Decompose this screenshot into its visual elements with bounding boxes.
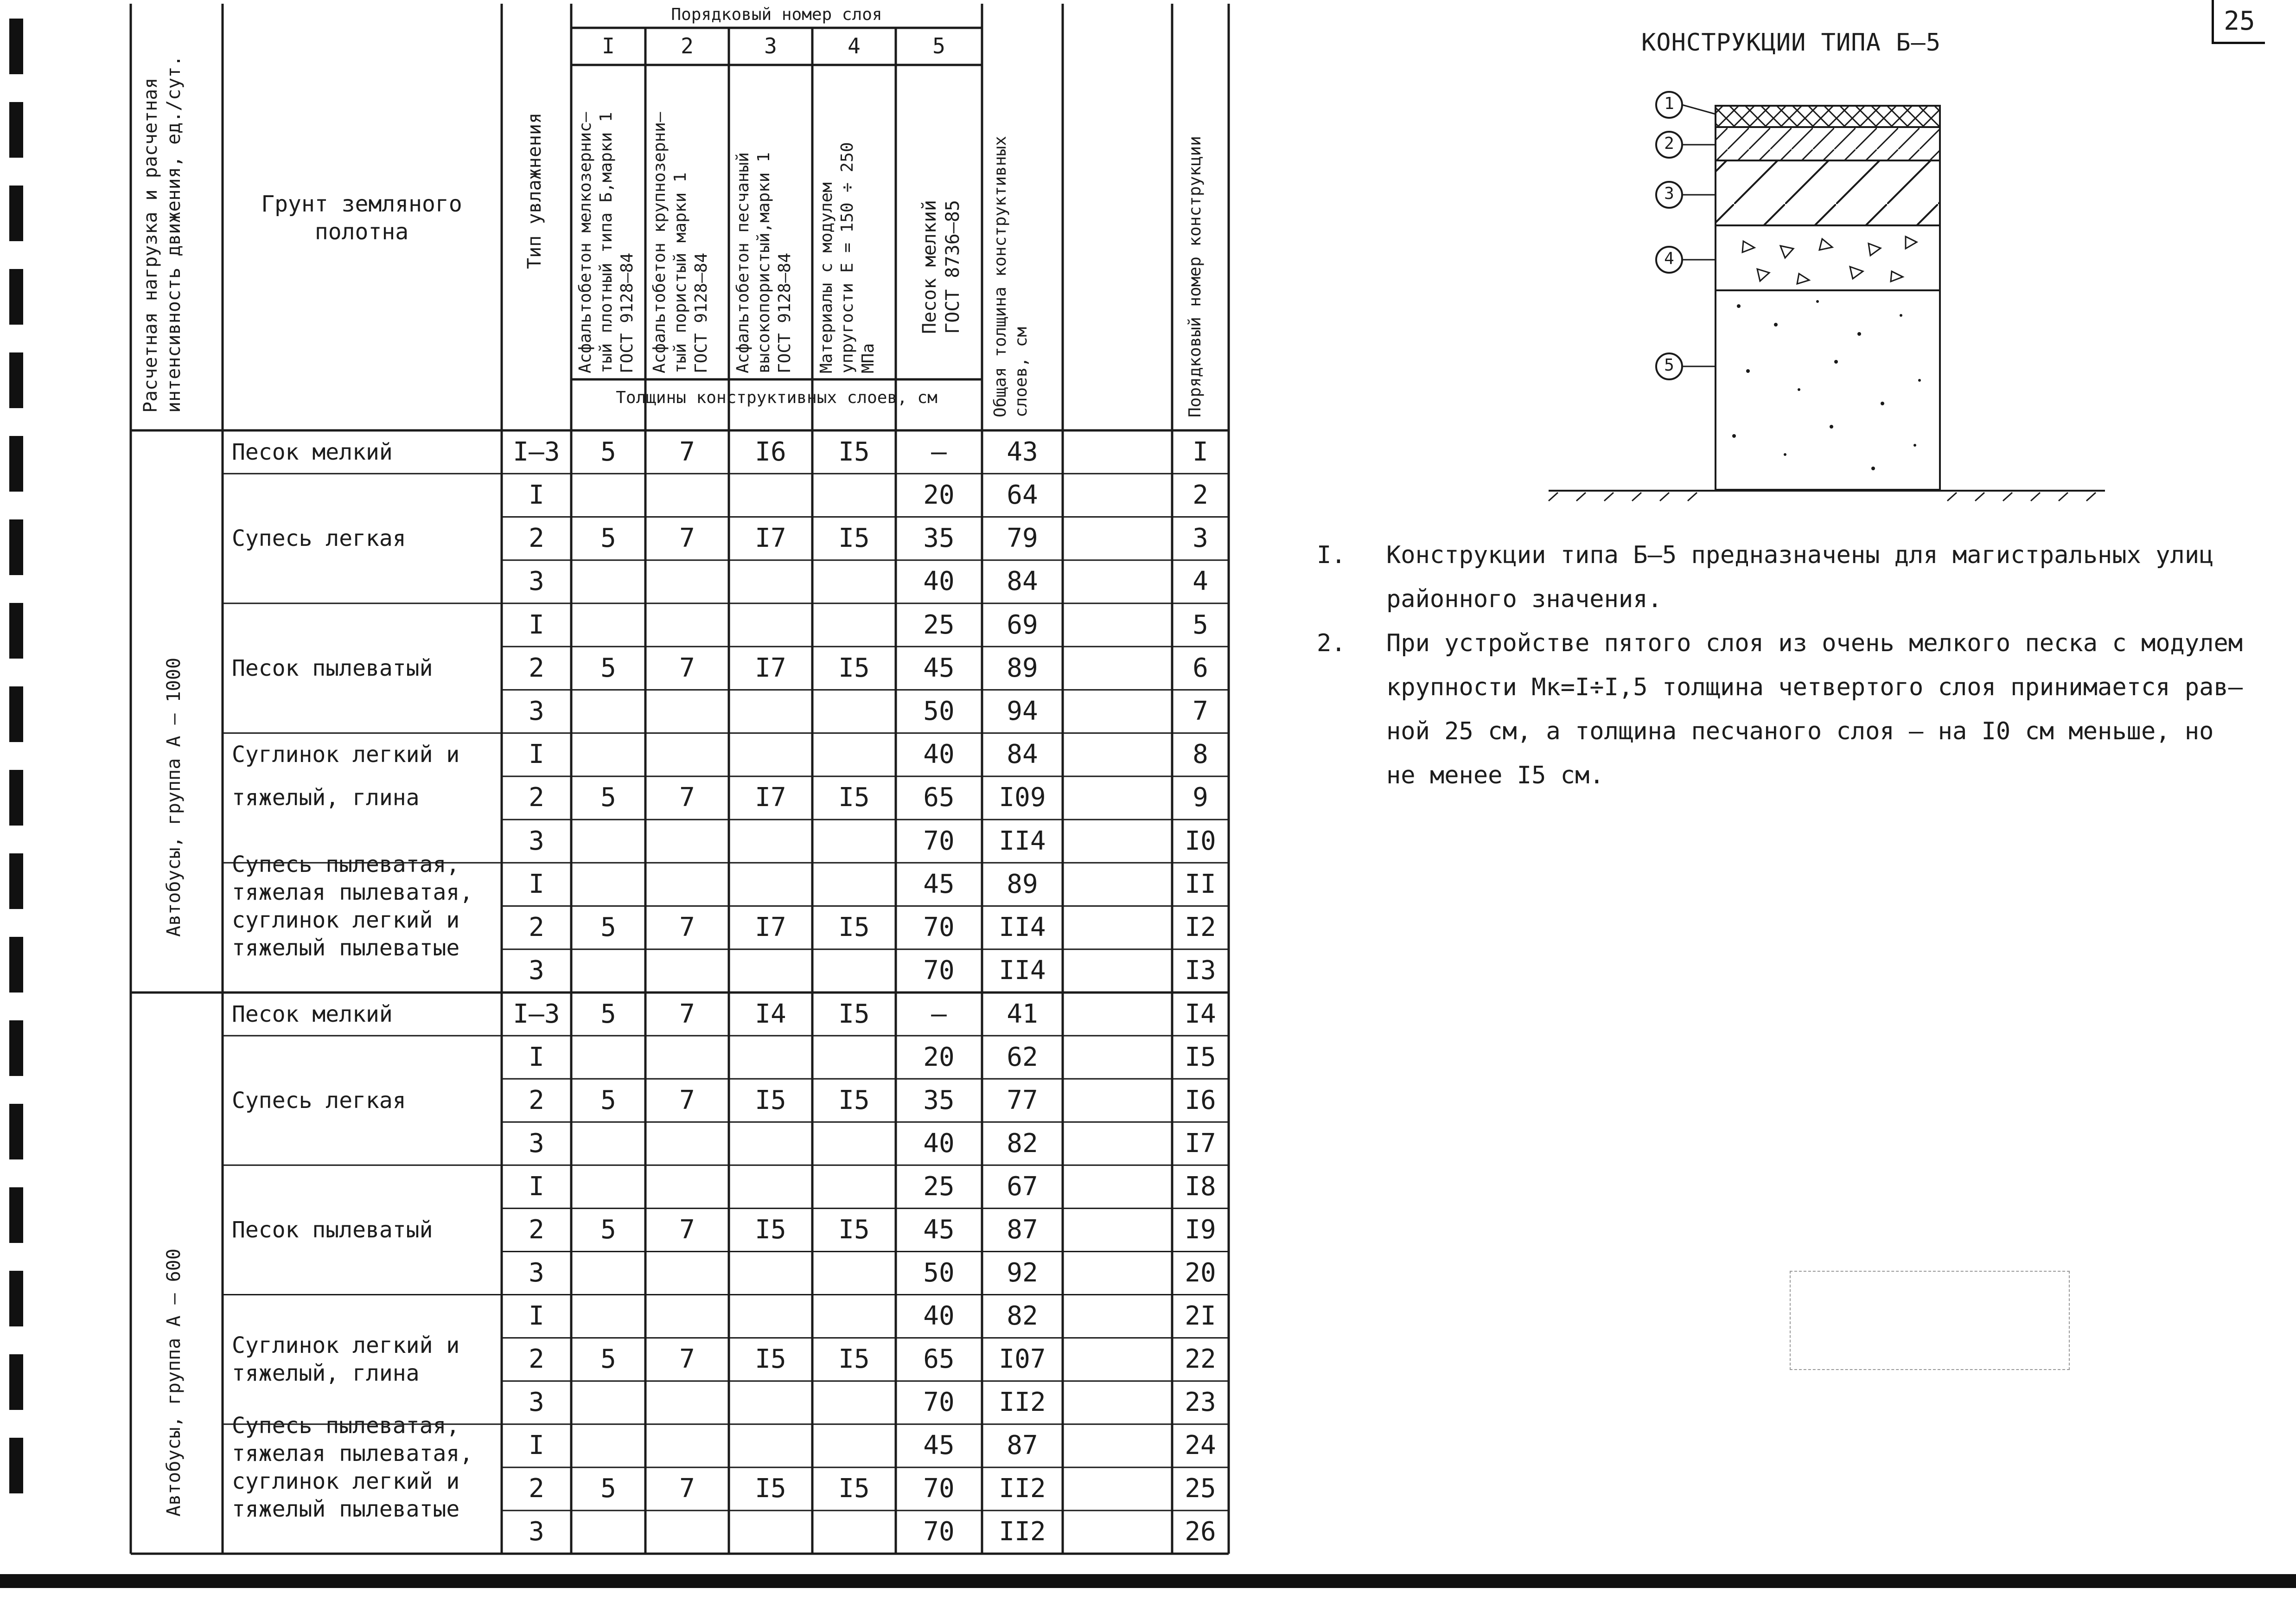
layer2-cell: 7 (679, 1085, 695, 1115)
moisture-cell: I–3 (513, 999, 560, 1029)
total-cell: II4 (999, 826, 1046, 856)
total-cell: 64 (1007, 480, 1038, 510)
construction-no-cell: 7 (1193, 696, 1208, 726)
layer-num-2: 2 (681, 33, 694, 58)
layer4-cell: I5 (838, 436, 870, 467)
layer-num-4: 4 (848, 33, 861, 58)
layer5-cell: 20 (923, 1042, 955, 1072)
group-label-600: Автобусы, группа А – 600 (163, 1249, 185, 1517)
construction-no-cell: 2I (1185, 1301, 1216, 1332)
layer2-cell: 7 (679, 912, 695, 943)
layer5-cell: 45 (923, 653, 955, 683)
header-soil: Грунт земляного полотна (261, 191, 462, 245)
header-layer2: Асфальтобетон крупнозерни– тый пористый марки 1 ГОСТ 9128–84 (650, 112, 711, 373)
total-cell: 84 (1007, 566, 1038, 597)
moisture-cell: 3 (529, 1517, 544, 1547)
construction-no-cell: 24 (1185, 1430, 1216, 1461)
moisture-cell: 2 (529, 1473, 544, 1504)
layer5-cell: – (931, 436, 947, 467)
layer4-cell: I5 (838, 523, 870, 554)
layer5-cell: 20 (923, 480, 955, 510)
layer3-cell: I7 (755, 523, 786, 554)
layer4-cell: I5 (838, 653, 870, 683)
moisture-cell: 3 (529, 696, 544, 726)
diagram-marker-1: 1 (1664, 94, 1674, 113)
layer3-cell: I5 (755, 1344, 786, 1375)
soil-cell: Супесь легкая (232, 1087, 406, 1114)
layer2-cell: 7 (679, 782, 695, 813)
construction-no-cell: 25 (1185, 1473, 1216, 1504)
moisture-cell: I–3 (513, 436, 560, 467)
layer5-cell: 65 (923, 782, 955, 813)
layer4-cell: I5 (838, 1214, 870, 1245)
moisture-cell: 3 (529, 826, 544, 856)
layer5-cell: 65 (923, 1344, 955, 1375)
header-thickness-label: Толщины конструктивных слоев, см (616, 388, 938, 407)
construction-no-cell: I5 (1185, 1042, 1216, 1072)
layer-num-5: 5 (932, 33, 945, 58)
total-cell: II2 (999, 1517, 1046, 1547)
soil-cell: Песок пылеватый (232, 1217, 433, 1243)
moisture-cell: I (529, 609, 544, 640)
construction-title: КОНСТРУКЦИИ ТИПА Б–5 (1641, 29, 1941, 57)
total-cell: II4 (999, 912, 1046, 943)
construction-no-cell: I2 (1185, 912, 1216, 943)
layer2-cell: 7 (679, 999, 695, 1029)
total-cell: 62 (1007, 1042, 1038, 1072)
soil-cell: Супесь пылеватая, тяжелая пылеватая, суглинок легкий и тяжелый пылеватые (232, 1412, 473, 1522)
layer4-cell: I5 (838, 1473, 870, 1504)
layer2-cell: 7 (679, 436, 695, 467)
moisture-cell: 2 (529, 912, 544, 943)
moisture-cell: 2 (529, 1085, 544, 1115)
note-2-text: При устройстве пятого слоя из очень мелкого песка с модулем крупности Мк=I÷I,5 толщина четвертого слоя принимается рав– ной 25 см, а толщина песчаного слоя – на I0 см меньше, но не менее I5 см. (1386, 629, 2243, 789)
total-cell: 82 (1007, 1301, 1038, 1332)
moisture-cell: 2 (529, 1344, 544, 1375)
construction-no-cell: 23 (1185, 1387, 1216, 1418)
layer1-cell: 5 (600, 1344, 616, 1375)
total-cell: 79 (1007, 523, 1038, 554)
diagram-marker-4: 4 (1664, 249, 1674, 268)
layer1-cell: 5 (600, 912, 616, 943)
layer3-cell: I7 (755, 653, 786, 683)
moisture-cell: 2 (529, 1214, 544, 1245)
header-layer5: Песок мелкий ГОСТ 8736–85 (919, 200, 963, 334)
note-1-num: I. (1317, 541, 1346, 569)
layer1-cell: 5 (600, 999, 616, 1029)
layer3-cell: I5 (755, 1473, 786, 1504)
construction-no-cell: I6 (1185, 1085, 1216, 1115)
header-layer1: Асфальтобетон мелкозернис– тый плотный типа Б,марки 1 ГОСТ 9128–84 (576, 112, 637, 373)
total-cell: 67 (1007, 1171, 1038, 1202)
layer3-cell: I5 (755, 1214, 786, 1245)
total-cell: 69 (1007, 609, 1038, 640)
layer5-cell: 50 (923, 1258, 955, 1288)
header-layer3: Асфальтобетон песчаный высокопористый,марки 1 ГОСТ 9128–84 (733, 152, 794, 373)
soil-cell: Песок мелкий (232, 439, 393, 465)
moisture-cell: 2 (529, 782, 544, 813)
layer1-cell: 5 (600, 436, 616, 467)
bottom-edge-bar (0, 1574, 2296, 1588)
soil-cell: Супесь легкая (232, 525, 406, 552)
layer1-cell: 5 (600, 1085, 616, 1115)
header-total: Общая толщина конструктивных слоев, см (991, 136, 1031, 417)
construction-no-cell: 3 (1193, 523, 1208, 554)
moisture-cell: I (529, 480, 544, 510)
header-layer4: Материалы с модулем упругости Е = 150 ÷ 250 МПа (817, 142, 878, 373)
total-cell: 82 (1007, 1128, 1038, 1159)
construction-no-cell: II (1185, 869, 1216, 899)
soil-cell: Супесь пылеватая, тяжелая пылеватая, суглинок легкий и тяжелый пылеватые (232, 851, 473, 961)
layer4-cell: I5 (838, 1085, 870, 1115)
construction-no-cell: 20 (1185, 1258, 1216, 1288)
diagram-marker-2: 2 (1664, 134, 1674, 153)
moisture-cell: 3 (529, 1258, 544, 1288)
layer2-cell: 7 (679, 653, 695, 683)
layer5-cell: 70 (923, 1387, 955, 1418)
layer4-cell: I5 (838, 912, 870, 943)
total-cell: 41 (1007, 999, 1038, 1029)
construction-no-cell: 22 (1185, 1344, 1216, 1375)
layer5-cell: 45 (923, 1214, 955, 1245)
layer5-cell: 25 (923, 609, 955, 640)
moisture-cell: 2 (529, 653, 544, 683)
total-cell: II4 (999, 955, 1046, 986)
layer5-cell: 45 (923, 1430, 955, 1461)
construction-no-cell: I (1193, 436, 1208, 467)
layer1-cell: 5 (600, 523, 616, 554)
total-cell: I07 (999, 1344, 1046, 1375)
layer1-cell: 5 (600, 782, 616, 813)
construction-no-cell: I0 (1185, 826, 1216, 856)
soil-cell: Песок пылеватый (232, 655, 433, 681)
layer5-cell: 50 (923, 696, 955, 726)
moisture-cell: I (529, 1042, 544, 1072)
moisture-cell: I (529, 739, 544, 770)
page-number: 25 (2212, 0, 2265, 44)
construction-no-cell: I7 (1185, 1128, 1216, 1159)
moisture-cell: I (529, 1171, 544, 1202)
note-1-text: Конструкции типа Б–5 предназначены для магистральных улиц районного значения. (1386, 541, 2214, 613)
total-cell: 87 (1007, 1214, 1038, 1245)
construction-no-cell: 26 (1185, 1517, 1216, 1547)
stamp-box (1790, 1271, 2070, 1370)
total-cell: II2 (999, 1387, 1046, 1418)
layer-num-3: 3 (764, 33, 777, 58)
layer5-cell: 35 (923, 1085, 955, 1115)
header-layer-seq: Порядковый номер слоя (671, 5, 882, 24)
layer5-cell: 40 (923, 1128, 955, 1159)
layer5-cell: 40 (923, 739, 955, 770)
total-cell: I09 (999, 782, 1046, 813)
header-moisture: Тип увлажнения (524, 112, 545, 269)
layer3-cell: I4 (755, 999, 786, 1029)
construction-no-cell: 4 (1193, 566, 1208, 597)
layer-num-1: I (602, 33, 615, 58)
layer5-cell: 70 (923, 1517, 955, 1547)
layer5-cell: 40 (923, 1301, 955, 1332)
layer5-cell: 35 (923, 523, 955, 554)
soil-cell: тяжелый, глина (232, 785, 420, 811)
layer4-cell: I5 (838, 1344, 870, 1375)
total-cell: 77 (1007, 1085, 1038, 1115)
layer5-cell: 25 (923, 1171, 955, 1202)
construction-no-cell: 2 (1193, 480, 1208, 510)
construction-no-cell: 5 (1193, 609, 1208, 640)
moisture-cell: 3 (529, 566, 544, 597)
layer2-cell: 7 (679, 1214, 695, 1245)
note-2-num: 2. (1317, 629, 1346, 657)
construction-no-cell: I4 (1185, 999, 1216, 1029)
layer4-cell: I5 (838, 782, 870, 813)
moisture-cell: I (529, 1301, 544, 1332)
header-load: Расчетная нагрузка и расчетная интенсивность движения, ед./сут. (140, 55, 185, 413)
diagram-marker-3: 3 (1664, 184, 1674, 203)
layer2-cell: 7 (679, 523, 695, 554)
total-cell: 87 (1007, 1430, 1038, 1461)
layer2-cell: 7 (679, 1344, 695, 1375)
layer2-cell: 7 (679, 1473, 695, 1504)
construction-no-cell: I8 (1185, 1171, 1216, 1202)
soil-cell: Песок мелкий (232, 1001, 393, 1027)
construction-no-cell: I9 (1185, 1214, 1216, 1245)
total-cell: 92 (1007, 1258, 1038, 1288)
soil-cell: Суглинок легкий и (232, 742, 460, 768)
layer3-cell: I7 (755, 912, 786, 943)
layer5-cell: – (931, 999, 947, 1029)
layer4-cell: I5 (838, 999, 870, 1029)
moisture-cell: 3 (529, 1387, 544, 1418)
total-cell: 84 (1007, 739, 1038, 770)
construction-no-cell: 8 (1193, 739, 1208, 770)
group-label-1000: Автобусы, группа А – 1000 (163, 657, 185, 937)
layer3-cell: I7 (755, 782, 786, 813)
layer5-cell: 45 (923, 869, 955, 899)
total-cell: 94 (1007, 696, 1038, 726)
moisture-cell: I (529, 869, 544, 899)
layer1-cell: 5 (600, 653, 616, 683)
layer5-cell: 70 (923, 912, 955, 943)
soil-cell: Суглинок легкий и тяжелый, глина (232, 1332, 460, 1387)
layer5-cell: 70 (923, 955, 955, 986)
moisture-cell: 2 (529, 523, 544, 554)
total-cell: II2 (999, 1473, 1046, 1504)
moisture-cell: 3 (529, 955, 544, 986)
construction-no-cell: 6 (1193, 653, 1208, 683)
layer1-cell: 5 (600, 1214, 616, 1245)
header-order: Порядковый номер конструкции (1186, 136, 1205, 417)
construction-no-cell: 9 (1193, 782, 1208, 813)
layer3-cell: I5 (755, 1085, 786, 1115)
moisture-cell: 3 (529, 1128, 544, 1159)
total-cell: 43 (1007, 436, 1038, 467)
layer5-cell: 70 (923, 826, 955, 856)
diagram-marker-5: 5 (1664, 356, 1674, 375)
layer1-cell: 5 (600, 1473, 616, 1504)
total-cell: 89 (1007, 653, 1038, 683)
construction-no-cell: I3 (1185, 955, 1216, 986)
layer5-cell: 70 (923, 1473, 955, 1504)
moisture-cell: I (529, 1430, 544, 1461)
total-cell: 89 (1007, 869, 1038, 899)
layer5-cell: 40 (923, 566, 955, 597)
layer3-cell: I6 (755, 436, 786, 467)
